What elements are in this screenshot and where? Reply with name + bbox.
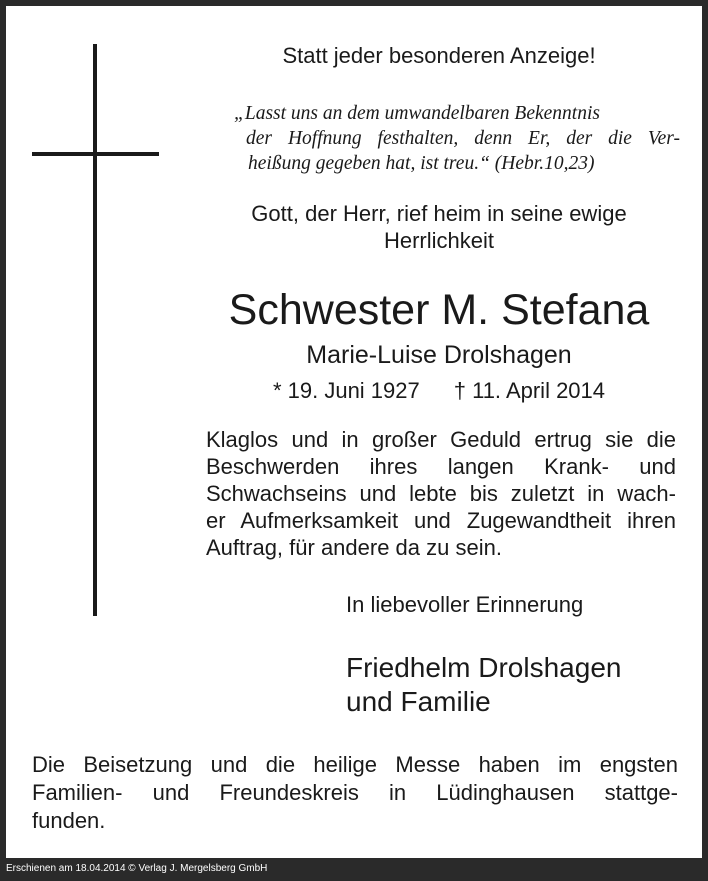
bible-quote (218, 101, 680, 176)
tribute-line: Schwachseins und lebte bis zuletzt in wach- (206, 481, 676, 506)
funeral-line: funden. (32, 808, 106, 833)
tribute-line: Klaglos und in großer Geduld ertrug sie die (206, 427, 676, 452)
remembrance-line: In liebevoller Erinnerung (346, 592, 584, 617)
calling-text (202, 200, 676, 254)
publication-footer: Erschienen am 18.04.2014 © Verlag J. Mergelsberg GmbH (6, 863, 268, 874)
quote-line: der Hoffnung festhalten, denn Er, der die Ver- (246, 128, 680, 149)
cross-icon-vertical-beam (93, 44, 97, 616)
birth-date: * 19. Juni 1927 (272, 378, 420, 403)
quote-line: heißung gegeben hat, ist treu.“ (Hebr.10,23) (248, 153, 595, 174)
death-date: † 11. April 2014 (453, 378, 606, 403)
tribute-line: Beschwerden ihres langen Krank- und (206, 454, 676, 479)
funeral-note (32, 751, 678, 835)
header-notice: Statt jeder besonderen Anzeige! (282, 43, 596, 68)
calling-line: Herrlichkeit (383, 228, 495, 253)
family-line: und Familie (346, 686, 491, 717)
tribute-line: Auftrag, für andere da zu sein. (206, 535, 502, 560)
funeral-line: Die Beisetzung und die heilige Messe haben im engsten (32, 752, 678, 777)
cross-icon-horizontal-beam (32, 152, 159, 156)
funeral-line: Familien- und Freundeskreis in Lüdinghausen stattge- (32, 780, 678, 805)
life-dates (202, 376, 676, 406)
deceased-birth-name: Marie-Luise Drolshagen (306, 341, 572, 369)
obituary-card (6, 6, 702, 858)
family-signature (346, 651, 686, 719)
family-line: Friedhelm Drolshagen (346, 652, 622, 683)
quote-line: „Lasst uns an dem umwandelbaren Bekenntnis (234, 103, 600, 124)
deceased-name: Schwester M. Stefana (228, 286, 650, 334)
calling-line: Gott, der Herr, rief heim in seine ewige (251, 201, 627, 226)
tribute-text (206, 426, 676, 561)
tribute-line: er Aufmerksamkeit und Zugewandtheit ihren (206, 508, 676, 533)
